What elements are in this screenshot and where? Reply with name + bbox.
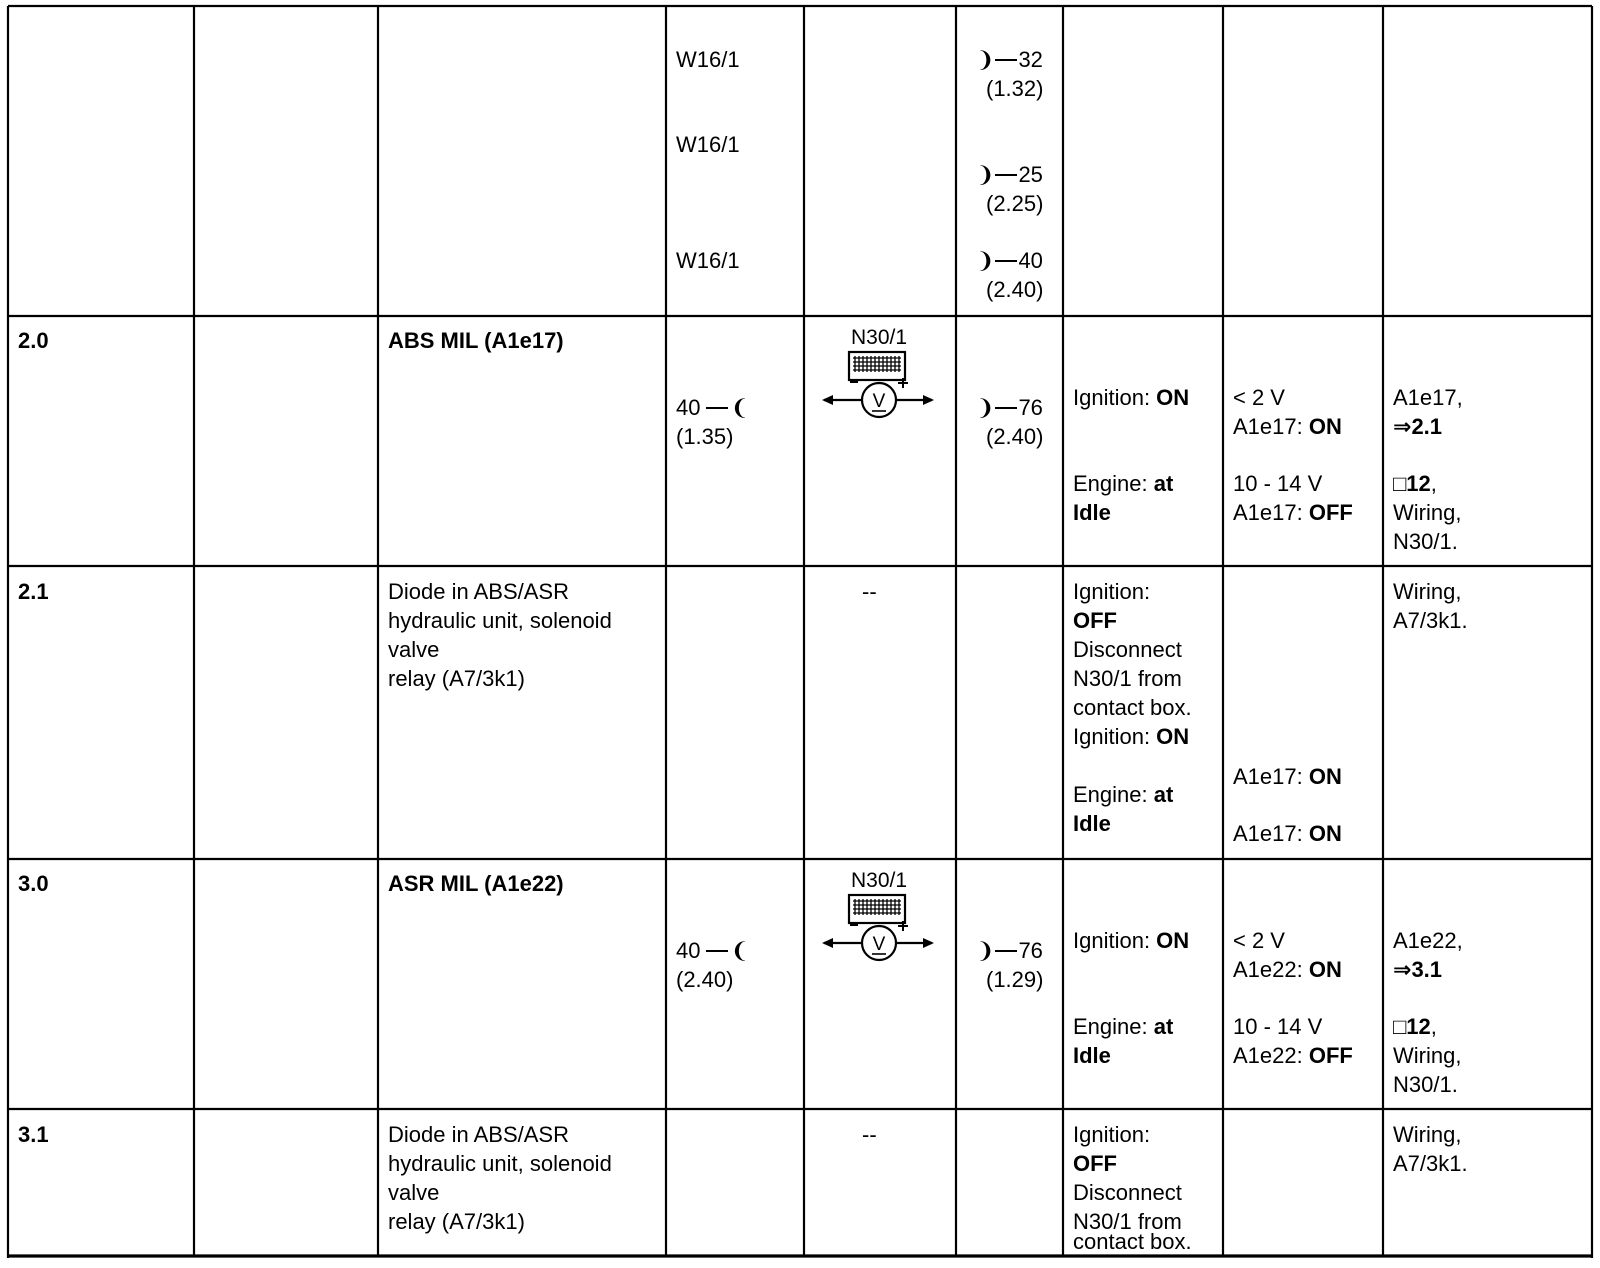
voltmeter-diagram (820, 326, 938, 431)
component-name: relay (A7/3k1) (388, 1209, 525, 1234)
remedy-link[interactable]: □12, (1393, 471, 1437, 496)
step-number: 3.1 (18, 1122, 49, 1147)
nominal-value: < 2 V (1233, 385, 1285, 410)
plug-pin-ref: ❩ 76 (976, 395, 1043, 420)
pin-ref: (1.35) (676, 424, 734, 449)
nominal-value: 10 - 14 V (1233, 471, 1323, 496)
plug-pin-ref: ❩ 40 (976, 248, 1043, 273)
nominal-value: A1e17: OFF (1233, 500, 1353, 525)
wire-icon (995, 950, 1017, 952)
wire-icon (995, 407, 1017, 409)
nominal-value: A1e22: ON (1233, 957, 1342, 982)
box-icon: □ (1393, 471, 1407, 496)
wire-icon (706, 950, 728, 952)
remedy-link[interactable]: ⇒2.1 (1393, 414, 1443, 439)
test-condition: Engine: at (1073, 471, 1174, 496)
test-condition: OFF (1073, 1151, 1117, 1176)
socket-pin-ref: 40 ❨ (676, 938, 749, 963)
remedy: Wiring, (1393, 1122, 1462, 1147)
remedy: Wiring, (1393, 500, 1462, 525)
test-condition: Engine: at (1073, 782, 1174, 807)
wire-icon (995, 260, 1017, 262)
component-name: hydraulic unit, solenoid (388, 608, 612, 633)
plug-pin-ref: ❩ 76 (976, 938, 1043, 963)
pin-ref: (2.25) (986, 191, 1044, 216)
remedy: A1e22, (1393, 928, 1463, 953)
remedy: N30/1. (1393, 1072, 1458, 1097)
test-condition: Ignition: ON (1073, 724, 1190, 749)
remedy: A1e17, (1393, 385, 1463, 410)
voltmeter-icon (820, 350, 938, 430)
svg-text:V: V (872, 391, 886, 412)
nominal-value: 10 - 14 V (1233, 1014, 1323, 1039)
test-condition: Engine: at (1073, 1014, 1174, 1039)
plug-symbol-icon: ❩ (976, 162, 995, 187)
component-name: Diode in ABS/ASR (388, 1122, 569, 1147)
pin-ref: (2.40) (676, 967, 734, 992)
remedy: Wiring, (1393, 579, 1462, 604)
connector-label: W16/1 (676, 132, 740, 157)
arrow-icon: ⇒ (1393, 414, 1412, 439)
plug-symbol-icon: ❩ (976, 248, 995, 273)
component-name: ABS MIL (A1e17) (388, 328, 564, 353)
wire-icon (706, 407, 728, 409)
nominal-value: A1e17: ON (1233, 764, 1342, 789)
arrow-icon: ⇒ (1393, 957, 1412, 982)
remedy: A7/3k1. (1393, 1151, 1468, 1176)
tester-label: N30/1 (850, 326, 908, 349)
socket-symbol-icon: ❨ (730, 395, 749, 420)
component-name: relay (A7/3k1) (388, 666, 525, 691)
socket-symbol-icon: ❨ (730, 938, 749, 963)
test-condition: OFF (1073, 608, 1117, 633)
test-condition: N30/1 from (1073, 666, 1182, 691)
tester-label: -- (862, 1122, 877, 1147)
component-name: Diode in ABS/ASR (388, 579, 569, 604)
component-name: ASR MIL (A1e22) (388, 871, 564, 896)
test-condition: Ignition: (1073, 579, 1151, 604)
test-condition: Ignition: ON (1073, 385, 1190, 410)
component-name: hydraulic unit, solenoid (388, 1151, 612, 1176)
step-number: 3.0 (18, 871, 49, 896)
svg-text:V: V (872, 934, 886, 955)
pin-ref: (2.40) (986, 424, 1044, 449)
nominal-value: A1e17: ON (1233, 821, 1342, 846)
pin-ref: (1.29) (986, 967, 1044, 992)
test-condition: Disconnect (1073, 1180, 1182, 1205)
test-condition: Idle (1073, 500, 1111, 525)
test-condition: N30/1 from (1073, 1209, 1182, 1234)
step-number: 2.0 (18, 328, 49, 353)
voltmeter-diagram (820, 869, 938, 974)
test-condition: Ignition: (1073, 1122, 1151, 1147)
remedy: N30/1. (1393, 529, 1458, 554)
box-icon: □ (1393, 1014, 1407, 1039)
tester-label: -- (862, 579, 877, 604)
connector-label: W16/1 (676, 47, 740, 72)
test-condition: contact box. (1073, 1229, 1192, 1254)
remedy: Wiring, (1393, 1043, 1462, 1068)
remedy-link[interactable]: ⇒3.1 (1393, 957, 1443, 982)
test-condition: Idle (1073, 811, 1111, 836)
connector-label: W16/1 (676, 248, 740, 273)
pin-ref: (1.32) (986, 76, 1044, 101)
plug-symbol-icon: ❩ (976, 395, 995, 420)
test-condition: contact box. (1073, 695, 1192, 720)
remedy-link[interactable]: □12, (1393, 1014, 1437, 1039)
step-number: 2.1 (18, 579, 49, 604)
pin-ref: (2.40) (986, 277, 1044, 302)
component-name: valve (388, 637, 440, 662)
plug-pin-ref: ❩ 25 (976, 162, 1043, 187)
component-name: valve (388, 1180, 440, 1205)
test-condition: Disconnect (1073, 637, 1182, 662)
wire-icon (995, 174, 1017, 176)
remedy: A7/3k1. (1393, 608, 1468, 633)
wire-icon (995, 59, 1017, 61)
plug-symbol-icon: ❩ (976, 938, 995, 963)
test-condition: Idle (1073, 1043, 1111, 1068)
nominal-value: A1e22: OFF (1233, 1043, 1353, 1068)
nominal-value: A1e17: ON (1233, 414, 1342, 439)
plug-symbol-icon: ❩ (976, 47, 995, 72)
plug-pin-ref: ❩ 32 (976, 47, 1043, 72)
nominal-value: < 2 V (1233, 928, 1285, 953)
tester-label: N30/1 (850, 869, 908, 892)
voltmeter-icon (820, 893, 938, 973)
socket-pin-ref: 40 ❨ (676, 395, 749, 420)
test-condition: Ignition: ON (1073, 928, 1190, 953)
